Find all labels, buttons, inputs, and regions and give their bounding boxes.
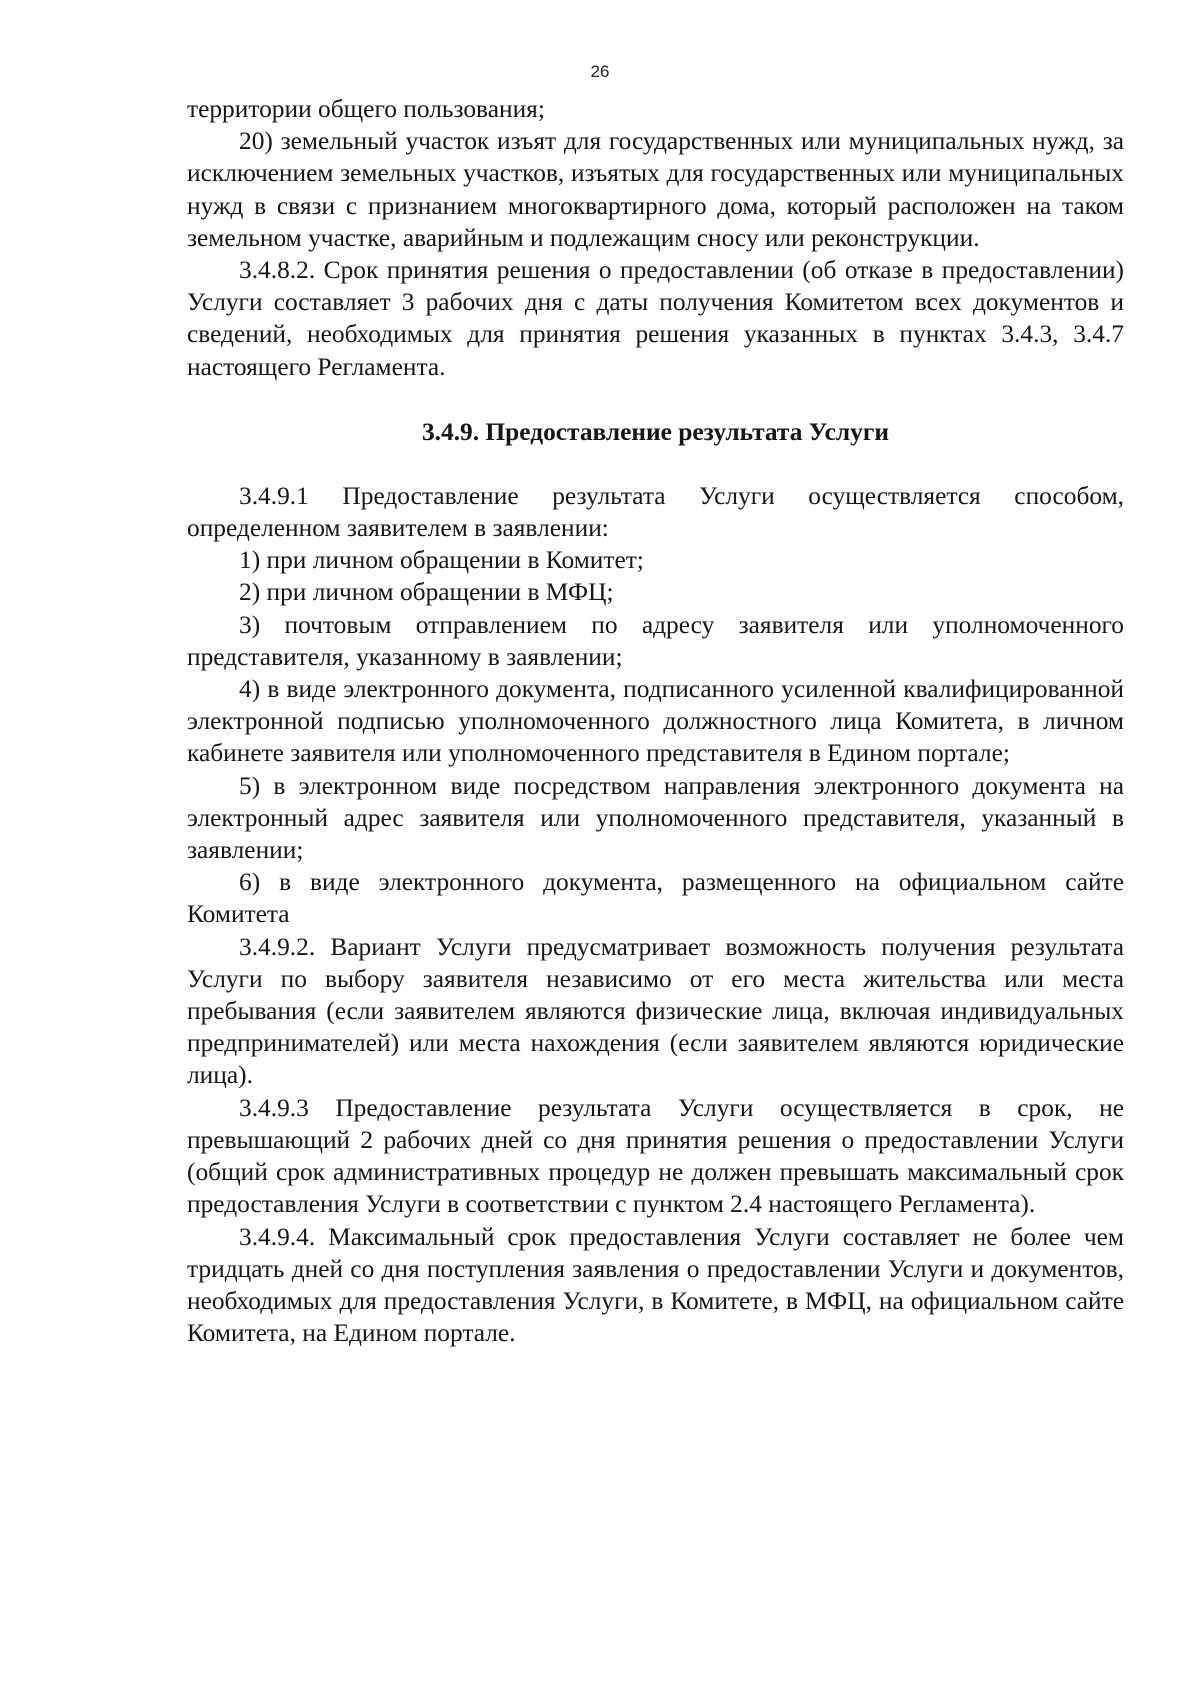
paragraph-3-4-9-2: 3.4.9.2. Вариант Услуги предусматривает возможность получения результата Услуги по выбору заявителя независимо от его места жительства или места пребывания (если заявителем являются физические лица, включая индивидуальных предпринимателей) или места нахождения (если заявителем являются юридические лица).: [187, 932, 1124, 1090]
list-item-1: 1) при личном обращении в Комитет;: [239, 546, 644, 575]
list-item-5: 5) в электронном виде посредством направления электронного документа на электронный адрес заявителя или уполномоченного представителя, указанный в заявлении;: [187, 771, 1124, 865]
paragraph-3-4-9-3: 3.4.9.3 Предоставление результата Услуги осуществляется в срок, не превышающий 2 рабочих дней со дня принятия решения о предоставлении Услуги (общий срок административных процедур не должен превышать максимальный срок предоставления Услуги в соответствии с пунктом 2.4 настоящего Регламента).: [187, 1093, 1124, 1219]
section-heading: 3.4.9. Предоставление результата Услуги: [421, 417, 890, 446]
list-item-4: 4) в виде электронного документа, подписанного усиленной квалифицированной электронной подписью уполномоченного должностного лица Комитета, в личном кабинете заявителя или уполномоченного представителя в Едином портале;: [187, 675, 1124, 768]
paragraph-3-4-9-1: 3.4.9.1 Предоставление результата Услуги осуществляется способом, определенном заявителем в заявлении:: [187, 481, 1124, 543]
paragraph-continuation: территории общего пользования;: [187, 95, 545, 123]
page-number: 26: [590, 62, 610, 81]
paragraph-3-4-9-4: 3.4.9.4. Максимальный срок предоставления Услуги составляет не более чем тридцать дней со дня поступления заявления о предоставлении Услуги и документов, необходимых для предоставления Услуги, в Комитете, в МФЦ, на официальном сайте Комитета, на Едином портале.: [187, 1222, 1124, 1348]
paragraph-item-20: 20) земельный участок изъят для государственных или муниципальных нужд, за исключением земельных участков, изъятых для государственных или муниципальных нужд в связи с признанием многоквартирного дома, который расположен на таком земельном участке, аварийным и подлежащим сносу или реконструкции.: [187, 127, 1124, 252]
paragraph-3-4-8-2: 3.4.8.2. Срок принятия решения о предоставлении (об отказе в предоставлении) Услуги составляет 3 рабочих дня с даты получения Комитетом всех документов и сведений, необходимых для принятия решения указанных в пунктах 3.4.3, 3.4.7 настоящего Регламента.: [187, 256, 1124, 381]
list-item-3: 3) почтовым отправлением по адресу заявителя или уполномоченного представителя, указанному в заявлении;: [187, 610, 1124, 671]
list-item-2: 2) при личном обращении в МФЦ;: [239, 578, 614, 607]
list-item-6: 6) в виде электронного документа, размещенного на официальном сайте Комитета: [187, 868, 1124, 929]
document-body: [187, 93, 1124, 1349]
